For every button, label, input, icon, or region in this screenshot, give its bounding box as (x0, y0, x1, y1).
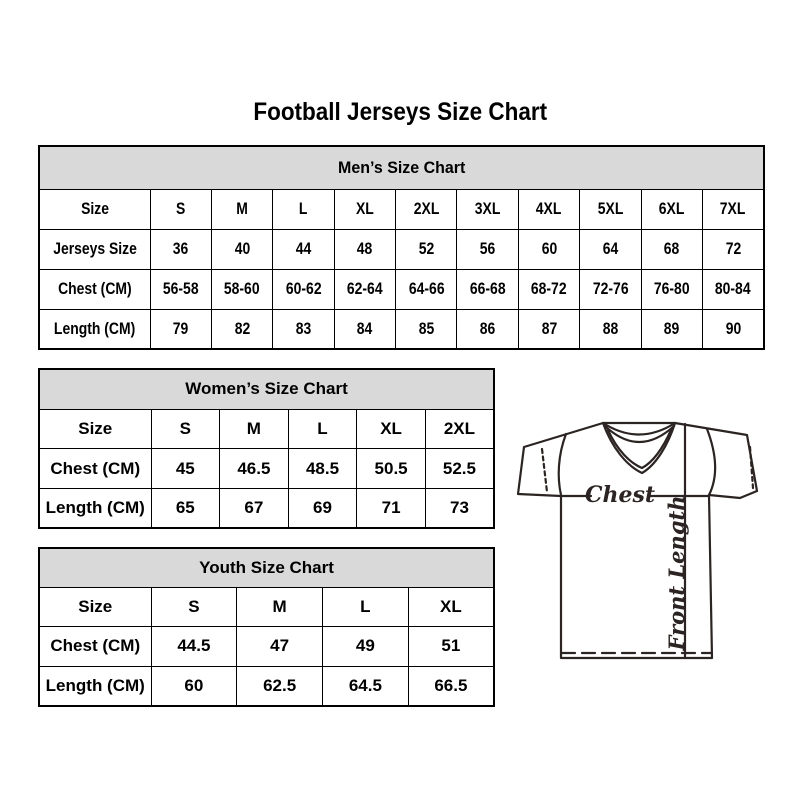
value-cell: 51 (408, 627, 494, 667)
value-cell: 58-60 (211, 269, 272, 309)
table-header-row (39, 548, 494, 587)
value-cell: 83 (273, 309, 334, 349)
value-cell: 87 (518, 309, 579, 349)
value-cell: 49 (323, 627, 409, 667)
value-cell: 60 (151, 666, 237, 706)
womens-size-table (38, 368, 495, 529)
value-cell: 48.5 (288, 449, 357, 489)
value-cell: 62-64 (334, 269, 395, 309)
right-armhole-seam (707, 429, 715, 495)
value-cell: 68-72 (518, 269, 579, 309)
value-cell: 52 (396, 229, 457, 269)
value-cell: 44.5 (151, 627, 237, 667)
value-cell: 47 (237, 627, 323, 667)
value-cell: 56 (457, 229, 518, 269)
row-label-cell: Chest (CM) (39, 449, 151, 489)
row-label-cell: Size (39, 189, 150, 229)
jersey-outline (518, 423, 757, 658)
youth-size-table (38, 547, 495, 707)
table-row (39, 409, 494, 449)
table-row (39, 666, 494, 706)
row-label-cell: Size (39, 409, 151, 449)
value-cell: L (323, 587, 409, 627)
mens-table-header: Men’s Size Chart (39, 146, 764, 189)
womens-table (38, 368, 495, 529)
table-header-row (39, 146, 764, 189)
value-cell: 64.5 (323, 666, 409, 706)
value-cell: 5XL (580, 189, 641, 229)
value-cell: M (220, 409, 289, 449)
value-cell: XL (334, 189, 395, 229)
value-cell: 2XL (425, 409, 494, 449)
value-cell: 64 (580, 229, 641, 269)
value-cell: 60 (518, 229, 579, 269)
youth-table-header: Youth Size Chart (39, 548, 494, 587)
value-cell: 56-58 (150, 269, 211, 309)
value-cell: 86 (457, 309, 518, 349)
value-cell: S (150, 189, 211, 229)
value-cell: 40 (211, 229, 272, 269)
value-cell: 46.5 (220, 449, 289, 489)
table-row (39, 229, 764, 269)
row-label-cell: Chest (CM) (39, 627, 151, 667)
jersey-diagram (505, 415, 767, 665)
value-cell: M (211, 189, 272, 229)
value-cell: 90 (703, 309, 764, 349)
value-cell: 69 (288, 488, 357, 528)
table-row (39, 449, 494, 489)
value-cell: 52.5 (425, 449, 494, 489)
value-cell: 73 (425, 488, 494, 528)
value-cell: L (288, 409, 357, 449)
value-cell: 79 (150, 309, 211, 349)
value-cell: 72 (703, 229, 764, 269)
value-cell: 89 (641, 309, 702, 349)
womens-table-header: Women’s Size Chart (39, 369, 494, 409)
value-cell: 3XL (457, 189, 518, 229)
table-row (39, 488, 494, 528)
youth-table (38, 547, 495, 707)
value-cell: 48 (334, 229, 395, 269)
value-cell: 60-62 (273, 269, 334, 309)
value-cell: 76-80 (641, 269, 702, 309)
chest-label: Chest (584, 482, 656, 508)
row-label-cell: Chest (CM) (39, 269, 150, 309)
row-label-cell: Length (CM) (39, 309, 150, 349)
value-cell: 64-66 (396, 269, 457, 309)
value-cell: 82 (211, 309, 272, 349)
value-cell: 85 (396, 309, 457, 349)
row-label-cell: Size (39, 587, 151, 627)
table-header-row (39, 369, 494, 409)
value-cell: 6XL (641, 189, 702, 229)
value-cell: 66-68 (457, 269, 518, 309)
value-cell: 65 (151, 488, 220, 528)
value-cell: L (273, 189, 334, 229)
value-cell: 67 (220, 488, 289, 528)
value-cell: S (151, 409, 220, 449)
value-cell: 36 (150, 229, 211, 269)
value-cell: 72-76 (580, 269, 641, 309)
mens-size-table (38, 145, 765, 350)
row-label-cell: Length (CM) (39, 488, 151, 528)
value-cell: 71 (357, 488, 426, 528)
row-label-cell: Length (CM) (39, 666, 151, 706)
value-cell: M (237, 587, 323, 627)
table-row (39, 309, 764, 349)
value-cell: 4XL (518, 189, 579, 229)
value-cell: 80-84 (703, 269, 764, 309)
left-armhole-seam (559, 434, 566, 495)
value-cell: XL (357, 409, 426, 449)
page-title: Football Jerseys Size Chart (253, 98, 547, 126)
value-cell: 88 (580, 309, 641, 349)
mens-table (38, 145, 765, 350)
table-row (39, 189, 764, 229)
value-cell: 50.5 (357, 449, 426, 489)
value-cell: 68 (641, 229, 702, 269)
table-row (39, 627, 494, 667)
value-cell: XL (408, 587, 494, 627)
table-row (39, 269, 764, 309)
value-cell: 2XL (396, 189, 457, 229)
value-cell: 66.5 (408, 666, 494, 706)
value-cell: 7XL (703, 189, 764, 229)
front-length-label: Front Length (664, 495, 689, 651)
value-cell: 45 (151, 449, 220, 489)
value-cell: 44 (273, 229, 334, 269)
left-cuff-dashed-line (542, 449, 547, 492)
table-row (39, 587, 494, 627)
value-cell: 84 (334, 309, 395, 349)
row-label-cell: Jerseys Size (39, 229, 150, 269)
value-cell: S (151, 587, 237, 627)
value-cell: 62.5 (237, 666, 323, 706)
